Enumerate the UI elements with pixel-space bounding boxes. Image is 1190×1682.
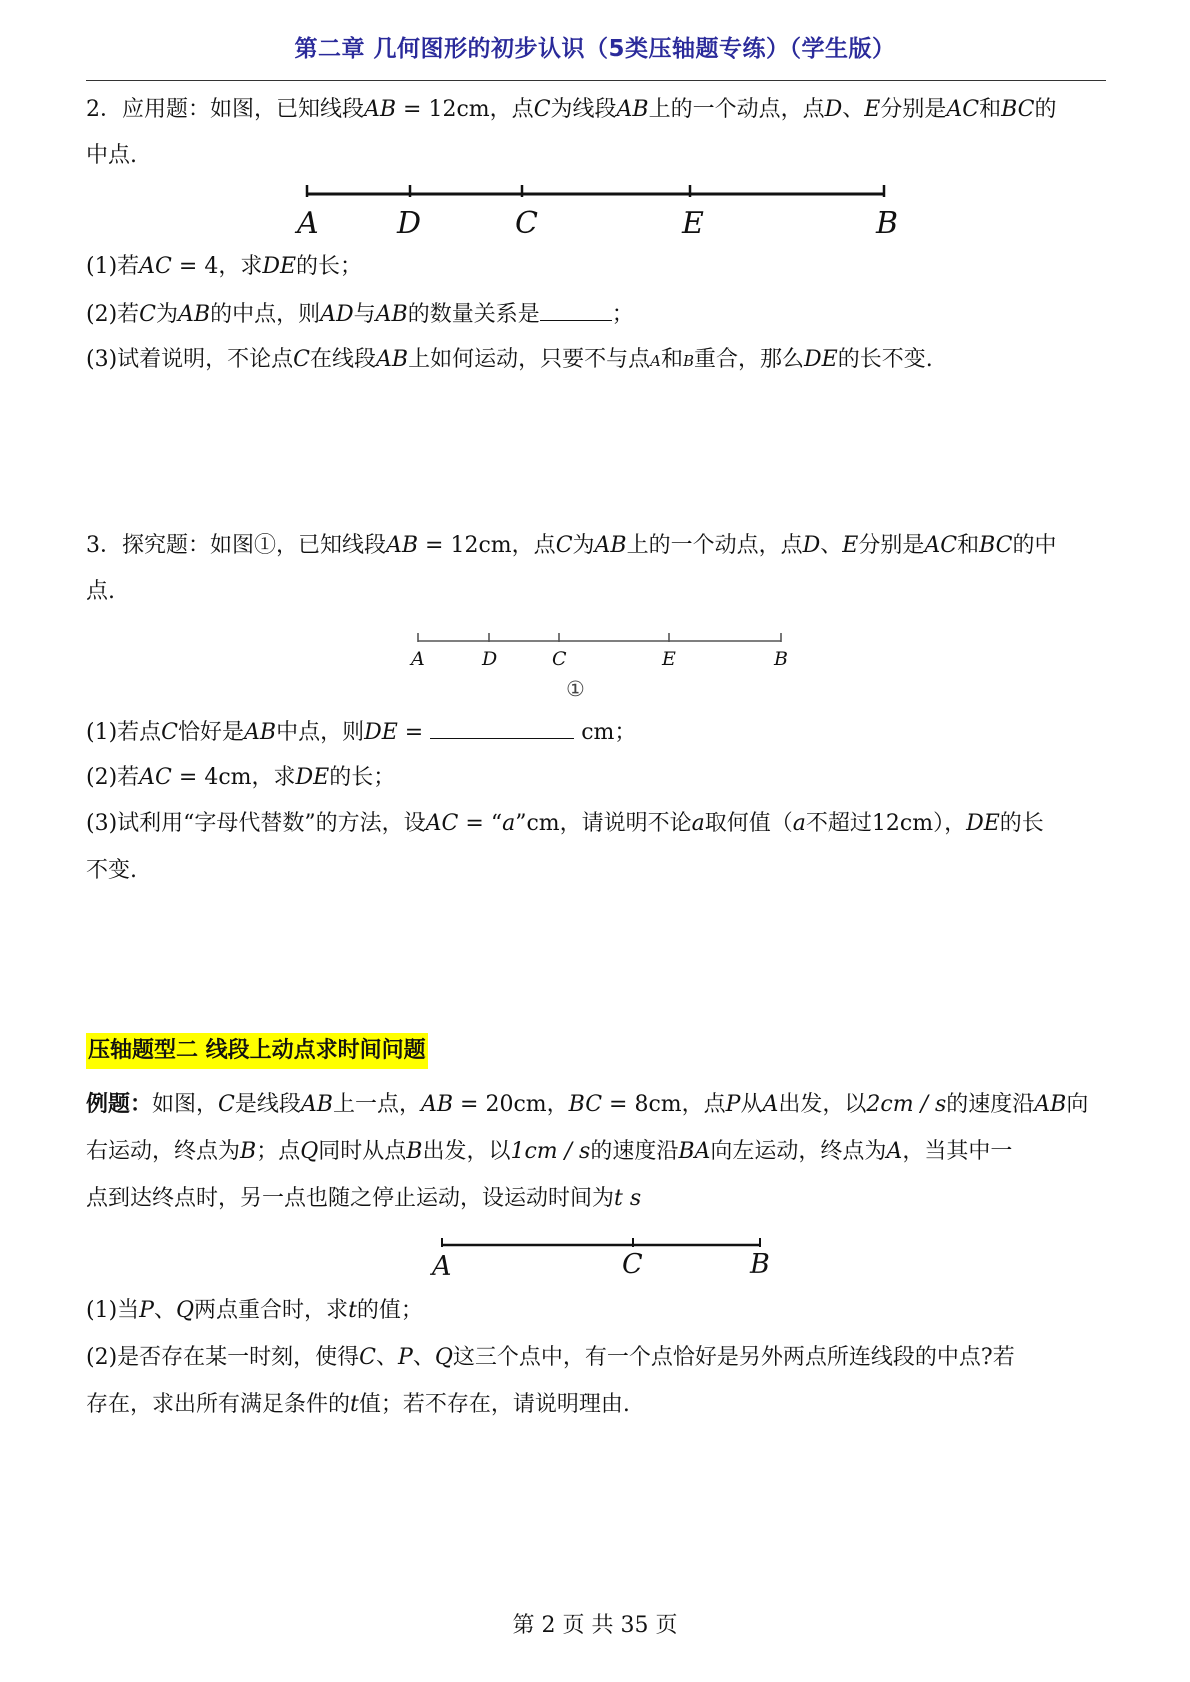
p2-label-c: C [515,206,538,241]
p2-intro-line2: 中点. [86,143,137,168]
p3-label-e: E [662,648,676,670]
p3-intro-line2: 点. [86,579,115,604]
example-q2-line2: 存在，求出所有满足条件的t值；若不存在，请说明理由. [86,1392,630,1417]
p2-q3: (3)试着说明，不论点C在线段AB上如何运动，只要不与点A和B重合，那么DE的长不变. [86,347,933,372]
p3-label-b: B [774,648,788,670]
p3-q3-line2: 不变. [86,858,137,883]
example-q2-line1: (2)是否存在某一时刻，使得C、P、Q这三个点中，有一个点恰好是另外两点所连线段的中点?若 [86,1345,1015,1370]
p2-label-e: E [682,206,704,241]
page-footer: 第 2 页 共 35 页 [512,1613,678,1638]
p3-label-a: A [411,648,425,670]
p3-q2: (2)若AC = 4cm，求DE的长； [86,765,396,790]
page-header: 第二章 几何图形的初步认识（5类压轴题专练）（学生版） [294,36,896,62]
p2-q1: (1)若AC = 4，求DE的长； [86,254,363,279]
p3-q1: (1)若点C恰好是AB中点，则DE = cm； [86,716,1106,748]
p2-q2: (2)若C为AB的中点，则AD与AB的数量关系是 ； [86,298,1106,330]
p3-figure-caption: ① [566,677,585,701]
ex-label-a: A [432,1251,452,1282]
p2-label-b: B [876,206,899,241]
ex-label-b: B [750,1249,770,1280]
p3-q3-line1: (3)试利用“字母代替数”的方法，设AC = “a”cm，请说明不论a取何值（a不超过12cm），DE的长 [86,811,1044,836]
example-line1: 例题：如图，C是线段AB上一点，AB = 20cm，BC = 8cm，点P从A出发，以2cm / s的速度沿AB向 [86,1092,1089,1117]
p3-label-d: D [482,648,498,670]
section-title-highlight: 压轴题型二 线段上动点求时间问题 [86,1033,428,1069]
p3-label-c: C [552,648,567,670]
example-line2: 右运动，终点为B；点Q同时从点B出发，以1cm / s的速度沿BA向左运动，终点为A，当其中一 [86,1139,1013,1164]
example-q1: (1)当P、Q两点重合时，求t的值； [86,1298,423,1323]
p2-label-d: D [397,206,422,241]
example-line3: 点到达终点时，另一点也随之停止运动，设运动时间为t s [86,1186,642,1211]
p2-intro-line1: 2．应用题：如图，已知线段AB = 12cm，点C为线段AB上的一个动点，点D、E分别是AC和BC的 [86,97,1057,122]
p3-intro-line1: 3．探究题：如图①，已知线段AB = 12cm，点C为AB上的一个动点，点D、E分别是AC和BC的中 [86,533,1057,558]
ex-label-c: C [622,1249,643,1280]
p2-label-a: A [297,206,319,241]
